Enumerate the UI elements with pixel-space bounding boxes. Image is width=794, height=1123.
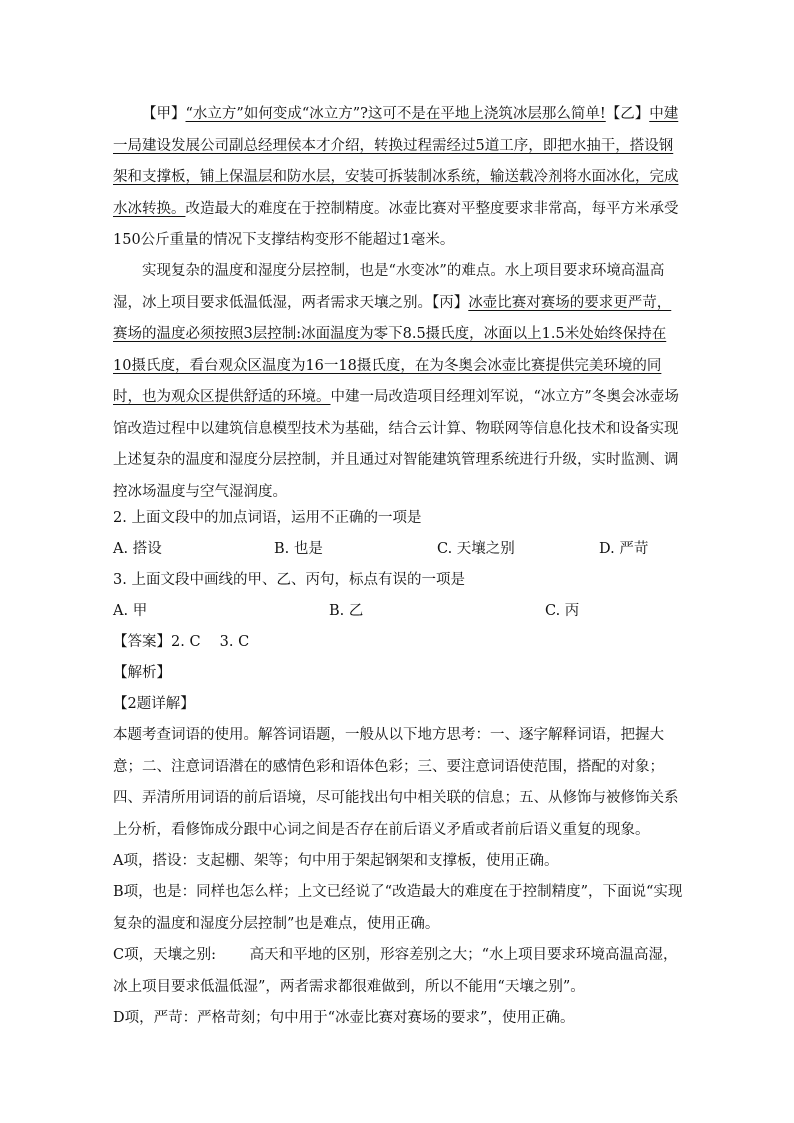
answer-line: 【答案】2. C 3. C [113,634,250,650]
question-3-option-b: B. 乙 [329,603,364,619]
marker-bing: 【丙】 [432,294,469,311]
paragraph-2-lead: 实现复杂的温度和湿度分层控制，也是“水变冰”的难点。水上项目要求环境高温高湿，冰上项目要求低温低湿，两者需求天壤之别。 [113,263,665,311]
question-3-option-c: C. 丙 [545,603,580,619]
item-c-explanation: C项，天壤之别: 高天和平地的区别，形容差别之大；“水上项目要求环境高温高湿，冰上项目要求低温低湿”，两者需求都很难做到，所以不能用“天壤之别”。 [113,947,678,995]
detail-label: 【2题详解】 [113,696,195,712]
analysis-label: 【解析】 [113,665,171,681]
question-2-option-b: B. 也是 [274,541,323,557]
sentence-jia: “水立方”如何变成“冰立方”?这可不是在平地上浇筑冰层那么简单! [185,106,606,122]
paragraph-2-rest: 中建一局改造项目经理刘军说，“冰立方”冬奥会冰壶场馆改造过程中以建筑信息模型技术为基础，结合云计算、物联网等信息化技术和设备实现上述复杂的温度和湿度分层控制，并且通过对智能建筑管理系统进行升级，实时监测、调控冰场温度与空气湿润度。 [113,389,679,500]
question-2-stem: 2. 上面文段中的加点词语，运用不正确的一项是 [113,510,422,526]
question-2-option-d: D. 严苛 [599,541,649,557]
question-2-option-a: A. 搭设 [113,541,162,557]
marker-jia: 【甲】 [142,106,186,122]
item-d-explanation: D项，严苛：严格苛刻；句中用于“冰壶比赛对赛场的要求”，使用正确。 [113,1010,575,1026]
marker-yi: 【乙】 [605,106,650,122]
item-a-explanation: A项，搭设：支起棚、架等；句中用于架起钢架和支撑板，使用正确。 [113,853,559,869]
explanation-paragraph: 本题考查词语的使用。解答词语题，一般从以下地方思考：一、逐字解释词语，把握大意；二、注意词语潜在的感情色彩和语体色彩；三、要注意词语使范围，搭配的对象；四、弄清所用词语的前后语境，尽可能找出句中相关联的信息；五、从修饰与被修饰关系上分析，看修饰成分跟中心词之间是否存在前后语义矛盾或者前后语义重复的现象。 [113,727,679,838]
passage-paragraph-1 [113,99,683,257]
question-3-stem: 3. 上面文段中画线的甲、乙、丙句，标点有误的一项是 [113,572,465,588]
question-3-option-a: A. 甲 [113,603,148,619]
sentence-bing: 冰壶比赛对赛场的要求更严苛，赛场的温度必须按照3层控制:冰面温度为零下8.5摄氏度，冰面以上1.5米处始终保持在10摄氏度，看台观众区温度为16一18摄氏度，在为冬奥会冰壶比赛提供完美环境的同时，也为观众区提供舒适的环境。 [113,294,672,405]
paragraph-1-rest: 改造最大的难度在于控制精度。冰壶比赛对平整度要求非常高，每平方米承受150公斤重量的情况下支撑结构变形不能超过1毫米。 [113,200,679,248]
question-2-option-c: C. 天壤之别 [437,541,515,557]
passage-paragraph-2 [113,256,683,508]
sentence-yi: 中建一局建设发展公司副总经理侯本才介绍，转换过程需经过5道工序，即把水抽干，搭设钢架和支撑板，铺上保温层和防水层，安装可拆装制冰系统，输送载冷剂将水面冰化，完成水冰转换。 [113,106,679,217]
item-b-explanation: B项，也是：同样也怎么样；上文已经说了“改造最大的难度在于控制精度”，下面说“实现复杂的温度和湿度分层控制”也是难点，使用正确。 [113,884,683,932]
